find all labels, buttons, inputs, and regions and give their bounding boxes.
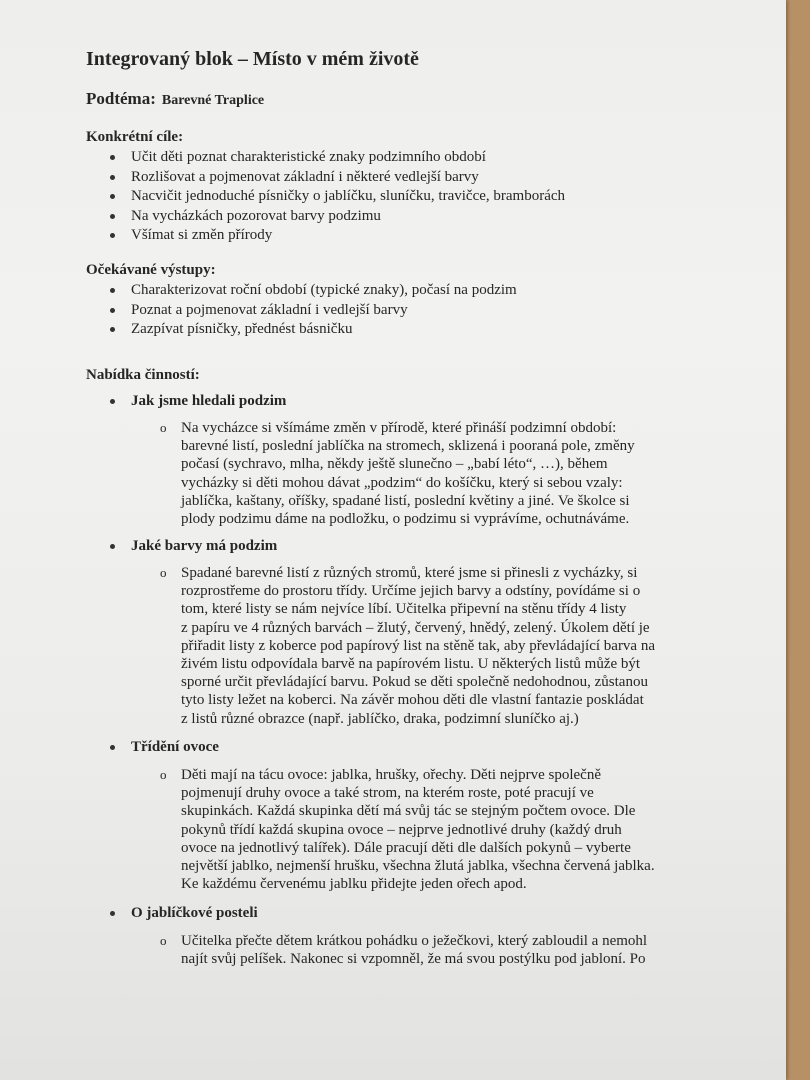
outcomes-heading: Očekávané výstupy:	[86, 262, 216, 278]
text-line: ovoce na jednotlivý talířek). Dále pracují děti dle dalších pokynů – vyberte	[181, 839, 631, 856]
activity-title: Jaké barvy má podzim	[110, 538, 277, 555]
bullet-icon	[110, 911, 115, 916]
goal-item: Na vycházkách pozorovat barvy podzimu	[110, 208, 381, 225]
description-lines	[181, 564, 655, 728]
bullet-icon	[110, 233, 115, 238]
text-line: největší jablko, nejmenší hrušku, všechna žlutá jablka, všechna červená jablka.	[181, 858, 655, 875]
bullet-icon	[110, 175, 115, 180]
goals-heading: Konkrétní cíle:	[86, 129, 184, 145]
bullet-icon	[110, 194, 115, 199]
text-line: pokynů třídí každá skupina ovoce – nejprve jednotlivé druhy (každý druh	[181, 821, 622, 838]
text-line: živém listu odpovídala barvě na papírovém listu. U některých listů může být	[181, 656, 641, 673]
sub-bullet-icon: o	[160, 565, 167, 580]
bullet-icon	[110, 544, 115, 549]
text-line: Děti mají na tácu ovoce: jablka, hrušky, ořechy. Děti nejprve společně	[181, 767, 601, 783]
outcome-item: Zazpívat písničky, přednést básničku	[110, 321, 352, 338]
text-line: z papíru ve 4 různých barvách – žlutý, červený, hnědý, zelený. Úkolem dětí je	[181, 619, 650, 636]
description-lines	[181, 766, 655, 893]
bullet-icon	[110, 288, 115, 293]
sub-bullet-icon: o	[160, 933, 167, 948]
document-title: Integrovaný blok – Místo v mém životě	[86, 48, 419, 70]
text-line: rozprostřeme do prostoru třídy. Určíme jejich barvy a odstíny, povídáme si o	[181, 583, 641, 600]
activity-title: Třídění ovoce	[110, 739, 219, 756]
text-line: Učitelka přečte dětem krátkou pohádku o ježečkovi, který zabloudil a nemohl	[181, 933, 648, 949]
bullet-icon	[110, 308, 115, 313]
sub-bullet-icon: o	[160, 767, 167, 782]
bullet-icon	[110, 155, 115, 160]
bullet-icon	[110, 214, 115, 219]
text-line: barevné listí, poslední jablíčka na stromech, sklizená i pooraná pole, změny	[181, 438, 635, 455]
activity-description	[160, 766, 655, 893]
text-line: jablíčka, kaštany, oříšky, spadané listí, poslední květiny a jiné. Ve školce si	[181, 492, 630, 509]
activity-description	[160, 564, 655, 728]
text-line: najít svůj pelíšek. Nakonec si vzpomněl, že má svou postýlku pod jabloní. Po	[181, 951, 646, 968]
text-line: počasí (sychravo, mlha, někdy ještě slunečno – „babí léto“, …), během	[181, 456, 608, 473]
subtopic-label: Podtéma:	[86, 89, 156, 108]
text-line: sporné určit převládající barvu. Pokud se děti společně nedohodnou, zůstanou	[181, 674, 648, 691]
activity-title: Jak jsme hledali podzim	[110, 393, 286, 410]
bullet-icon	[110, 745, 115, 750]
activities-heading: Nabídka činností:	[86, 367, 200, 383]
goal-item: Rozlišovat a pojmenovat základní i některé vedlejší barvy	[110, 169, 479, 186]
text-line: tom, které listy se nám nejvíce líbí. Učitelka připevní na stěnu třídy 4 listy	[181, 601, 627, 618]
bullet-icon	[110, 399, 115, 404]
text-line: Na vycházce si všímáme změn v přírodě, které přináší podzimní období:	[181, 420, 617, 436]
goal-item: Nacvičit jednoduché písničky o jablíčku, sluníčku, travičce, bramborách	[110, 188, 565, 205]
outcome-item: Poznat a pojmenovat základní i vedlejší barvy	[110, 302, 408, 319]
bullet-icon	[110, 327, 115, 332]
text-line: vycházky si děti mohou dávat „podzim“ do košíčku, který si sebou vzaly:	[181, 474, 623, 491]
goal-item: Učit děti poznat charakteristické znaky podzimního období	[110, 149, 486, 166]
activity-title: O jablíčkové posteli	[110, 905, 258, 922]
outcome-item: Charakterizovat roční období (typické znaky), počasí na podzim	[110, 282, 517, 299]
text-line: pojmenují druhy ovoce a také strom, na kterém roste, poté pracují ve	[181, 785, 594, 802]
sub-bullet-icon: o	[160, 420, 167, 435]
text-line: skupinkách. Každá skupinka dětí má svůj tác se stejným počtem ovoce. Dle	[181, 803, 636, 820]
subtopic-value: Barevné Traplice	[161, 93, 265, 108]
text-line: Ke každému červenému jablku přidejte jeden ořech apod.	[181, 876, 527, 893]
text-line: Spadané barevné listí z různých stromů, které jsme si přinesli z vycházky, si	[181, 565, 638, 581]
description-lines	[181, 932, 647, 968]
activity-description	[160, 419, 635, 528]
goal-item: Všímat si změn přírody	[110, 227, 272, 244]
activity-description	[160, 932, 647, 968]
text-line: plody podzimu dáme na podložku, o podzimu si vyprávíme, ochutnáváme.	[181, 511, 630, 528]
text-line: přiřadit listy z koberce pod papírový list na stěně tak, aby převládající barva na	[181, 637, 656, 654]
text-line: z listů různé obrazce (např. jablíčko, draka, podzimní sluníčko aj.)	[181, 710, 579, 727]
description-lines	[181, 419, 635, 528]
text-line: tyto listy ležet na koberci. Na závěr mohou děti dle vlastní fantazie poskládat	[181, 692, 644, 709]
subtopic	[86, 89, 264, 109]
